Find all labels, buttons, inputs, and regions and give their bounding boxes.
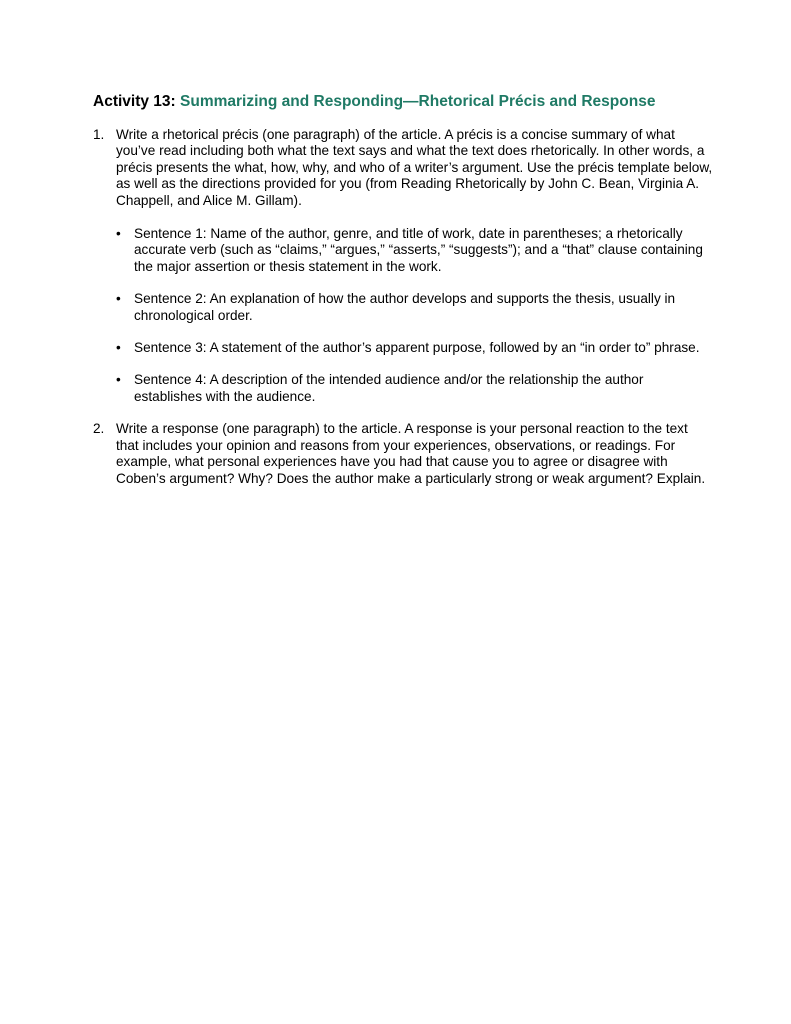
list-item-precis	[93, 127, 713, 405]
bullet-text: Sentence 2: An explanation of how the author develops and supports the thesis, usually in chronological order.	[134, 291, 676, 323]
bullet-item-sentence-1	[116, 226, 713, 275]
precis-sentence-list	[116, 226, 713, 405]
bullet-icon: •	[116, 340, 121, 356]
bullet-icon: •	[116, 372, 121, 388]
list-item-text: Write a response (one paragraph) to the article. A response is your personal reaction to the text that includes your opinion and reasons from your experiences, observations, or readings. For example, what personal experiences have you had that cause you to agree or disagree with Coben’s argument? Why? Does the author make a particularly strong or weak argument? Explain.	[116, 421, 706, 486]
bullet-text: Sentence 1: Name of the author, genre, and title of work, date in parentheses; a rhetorically accurate verb (such as “claims,” “argues,” “asserts,” “suggests”); and a “that” clause containing the major assertion or thesis statement in the work.	[134, 226, 703, 274]
activity-title: Summarizing and Responding—Rhetorical Précis and Response	[180, 93, 656, 110]
list-item-text: Write a rhetorical précis (one paragraph) of the article. A précis is a concise summary of what you’ve read including both what the text says and what the text does rhetorically. In other words, a précis presents the what, how, why, and who of a writer’s argument. Use the précis template below, as well as the directions provided for you (from Reading Rhetorically by John C. Bean, Virginia A. Chappell, and Alice M. Gillam).	[116, 127, 713, 208]
list-item-response	[93, 421, 713, 487]
bullet-icon: •	[116, 226, 121, 242]
bullet-icon: •	[116, 291, 121, 307]
activity-heading	[93, 92, 655, 112]
list-item-number: 2.	[93, 421, 105, 437]
bullet-item-sentence-3	[116, 340, 713, 356]
activity-number-label: Activity 13:	[93, 93, 176, 110]
list-item-number: 1.	[93, 127, 105, 142]
bullet-item-sentence-2	[116, 291, 713, 324]
bullet-item-sentence-4	[116, 372, 713, 405]
bullet-text: Sentence 4: A description of the intended audience and/or the relationship the author establishes with the audience.	[134, 372, 644, 404]
bullet-text: Sentence 3: A statement of the author’s apparent purpose, followed by an “in order to” phrase.	[134, 340, 700, 356]
instructions-list	[93, 127, 713, 487]
